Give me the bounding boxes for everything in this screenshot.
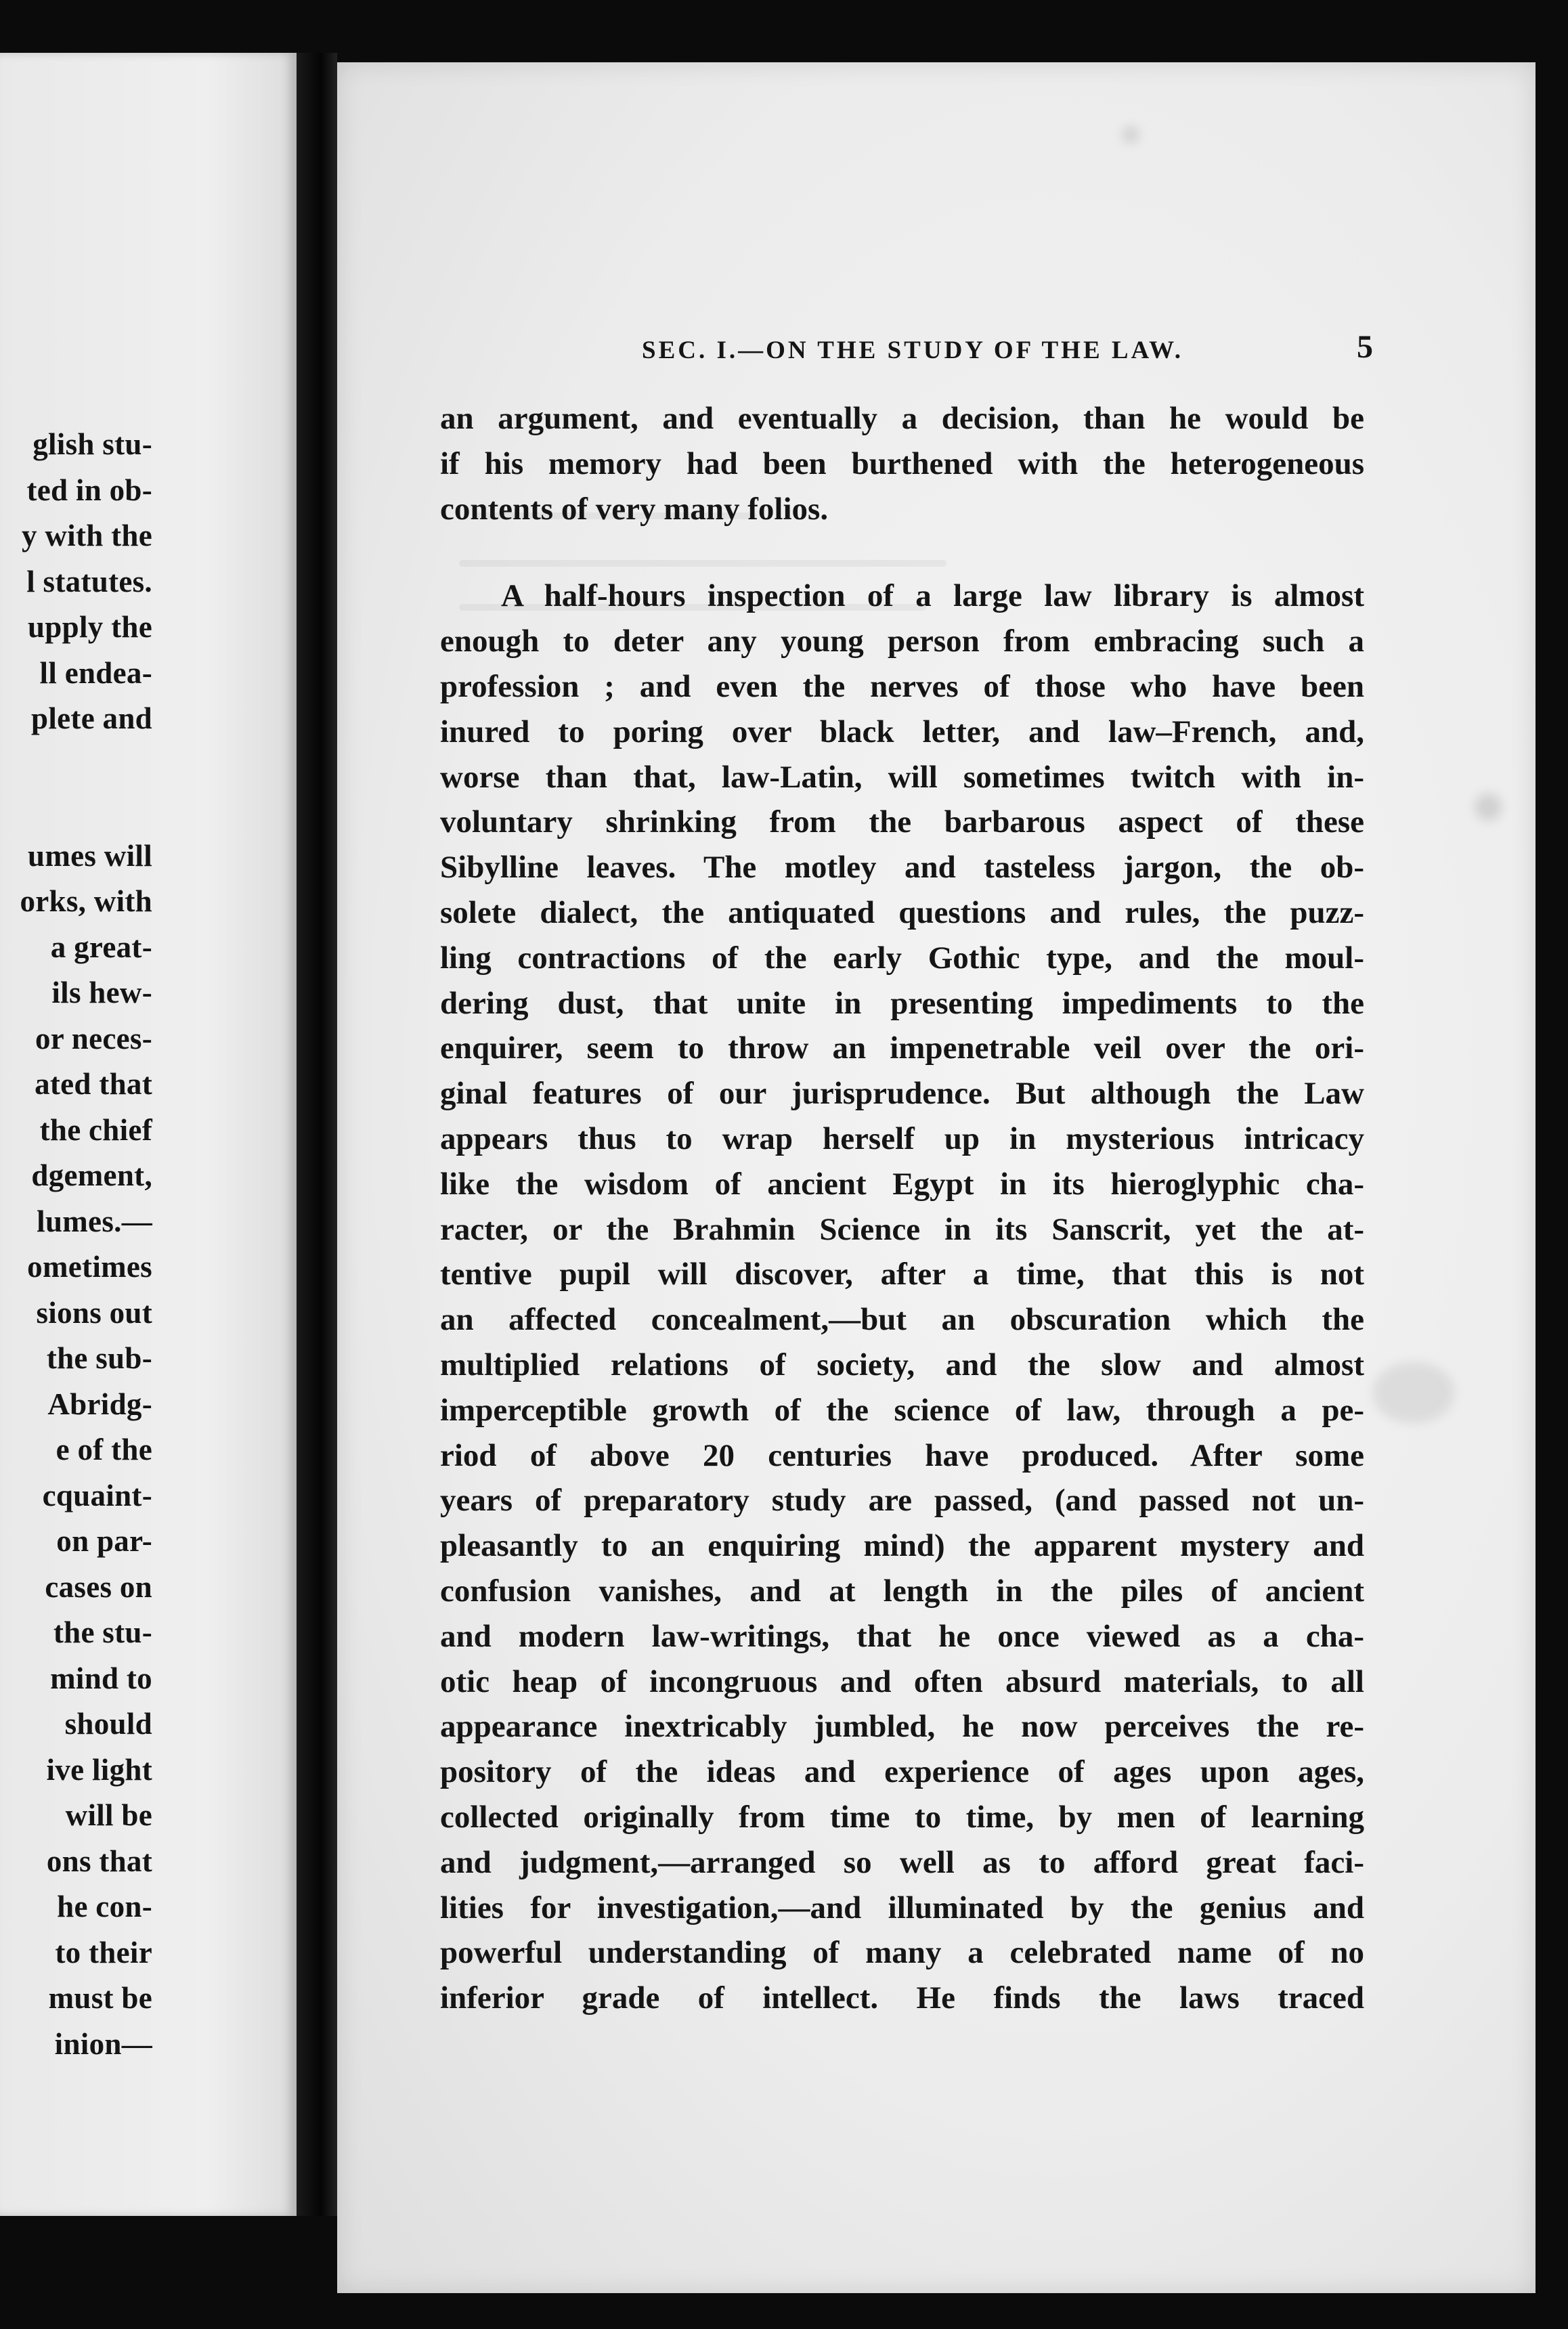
- text-line: pleasantly to an enquiring mind) the apparent mystery and: [440, 1528, 1364, 1564]
- text-line: an affected concealment,—but an obscuration which the: [440, 1302, 1364, 1338]
- text-line: multiplied relations of society, and the slow and almost: [440, 1347, 1364, 1383]
- left-line: to their: [55, 1935, 152, 1969]
- left-line: will be: [65, 1798, 152, 1832]
- text-line: otic heap of incongruous and often absurd materials, to all: [440, 1663, 1364, 1699]
- text-line: profession ; and even the nerves of those who have been: [440, 668, 1364, 704]
- text-line: and modern law-writings, that he once viewed as a cha-: [440, 1618, 1364, 1654]
- text-line: like the wisdom of ancient Egypt in its hieroglyphic cha-: [440, 1166, 1364, 1202]
- head-dash: —: [738, 336, 766, 364]
- text-line: appearance inextricably jumbled, he now perceives the re-: [440, 1709, 1364, 1745]
- left-line: sions out: [36, 1295, 152, 1330]
- left-line: inion—: [54, 2026, 152, 2061]
- left-line: e of the: [56, 1433, 152, 1466]
- left-line: [0, 742, 152, 788]
- left-line: dgement,: [31, 1158, 152, 1192]
- left-line: ated that: [35, 1067, 152, 1101]
- text-line: if his memory had been burthened with the heterogeneous: [440, 445, 1364, 481]
- left-line: must be: [48, 1981, 152, 2015]
- left-line: [0, 787, 152, 833]
- text-line: powerful understanding of many a celebrated name of no: [440, 1935, 1364, 1971]
- chapter-title: ON THE STUDY OF THE LAW.: [766, 336, 1184, 364]
- text-line: tentive pupil will discover, after a time, that this is not: [440, 1257, 1364, 1292]
- section-label: SEC. I.: [642, 336, 739, 364]
- book-gutter-shadow: [297, 53, 337, 2216]
- left-line: ted in ob-: [26, 473, 152, 507]
- left-line: he con-: [57, 1890, 152, 1923]
- left-line: ils hew-: [51, 976, 152, 1009]
- text-line: contents of very many folios.: [440, 491, 829, 527]
- left-line: the stu-: [53, 1615, 152, 1649]
- page-smudge: [1373, 1362, 1454, 1423]
- page-smudge: [1475, 793, 1502, 821]
- left-line: lumes.—: [37, 1204, 152, 1238]
- text-line: racter, or the Brahmin Science in its Sanscrit, yet the at-: [440, 1211, 1364, 1247]
- left-line: upply the: [27, 610, 152, 644]
- text-line: A half-hours inspection of a large law library is almost: [501, 578, 1364, 614]
- left-line: ometimes: [27, 1250, 152, 1284]
- left-page: [0, 53, 297, 2216]
- left-page-text-fragments: [0, 422, 152, 2067]
- text-line: enough to deter any young person from embracing such a: [440, 624, 1364, 659]
- text-line: and judgment,—arranged so well as to afford great faci-: [440, 1844, 1364, 1880]
- text-line: ling contractions of the early Gothic type, and the moul-: [440, 940, 1364, 976]
- left-line: ll endea-: [39, 655, 152, 690]
- left-line: cquaint-: [42, 1478, 152, 1512]
- body-text: [440, 396, 1364, 2021]
- left-line: the chief: [39, 1112, 152, 1147]
- left-line: or neces-: [35, 1021, 152, 1055]
- text-line: pository of the ideas and experience of ages upon ages,: [440, 1754, 1364, 1790]
- left-line: plete and: [31, 701, 152, 735]
- left-line: the sub-: [46, 1341, 152, 1375]
- page-smudge: [1123, 127, 1139, 143]
- left-line: on par-: [56, 1524, 152, 1558]
- left-line: y with the: [22, 519, 152, 552]
- left-line: l statutes.: [26, 564, 152, 598]
- text-line: inured to poring over black letter, and law–French, and,: [440, 714, 1364, 749]
- text-line: solete dialect, the antiquated questions and rules, the puzz-: [440, 894, 1364, 930]
- left-line: glish stu-: [32, 427, 152, 461]
- running-head: [642, 330, 1366, 371]
- text-line: appears thus to wrap herself up in mysterious intricacy: [440, 1120, 1364, 1156]
- left-line: a great-: [50, 930, 152, 964]
- text-line: years of preparatory study are passed, (and passed not un-: [440, 1483, 1364, 1519]
- text-line: worse than that, law-Latin, will sometimes twitch with in-: [440, 759, 1364, 795]
- left-line: ons that: [46, 1844, 152, 1878]
- left-line: mind to: [50, 1661, 152, 1695]
- text-line: an argument, and eventually a decision, than he would be: [440, 401, 1364, 436]
- paragraph-gap: [440, 531, 1364, 573]
- left-line: cases on: [45, 1569, 152, 1604]
- page-number: 5: [1357, 329, 1373, 365]
- text-line: voluntary shrinking from the barbarous aspect of these: [440, 804, 1364, 840]
- text-line: confusion vanishes, and at length in the piles of ancient: [440, 1573, 1364, 1609]
- text-line: collected originally from time to time, by men of learning: [440, 1799, 1364, 1835]
- left-line: orks, with: [20, 884, 152, 918]
- text-line: Sibylline leaves. The motley and tasteless jargon, the ob-: [440, 850, 1364, 886]
- text-line: lities for investigation,—and illuminated by the genius and: [440, 1890, 1364, 1925]
- text-line: imperceptible growth of the science of law, through a pe-: [440, 1392, 1364, 1428]
- text-line: inferior grade of intellect. He finds the laws traced: [440, 1980, 1364, 2016]
- left-line: should: [64, 1707, 152, 1741]
- text-line: dering dust, that unite in presenting impediments to the: [440, 985, 1364, 1021]
- left-line: umes will: [28, 838, 152, 873]
- text-line: ginal features of our jurisprudence. But although the Law: [440, 1076, 1364, 1112]
- left-line: ive light: [46, 1752, 152, 1787]
- left-line: Abridg-: [47, 1387, 152, 1421]
- text-line: enquirer, seem to throw an impenetrable veil over the ori-: [440, 1030, 1364, 1066]
- text-line: riod of above 20 centuries have produced. After some: [440, 1437, 1364, 1473]
